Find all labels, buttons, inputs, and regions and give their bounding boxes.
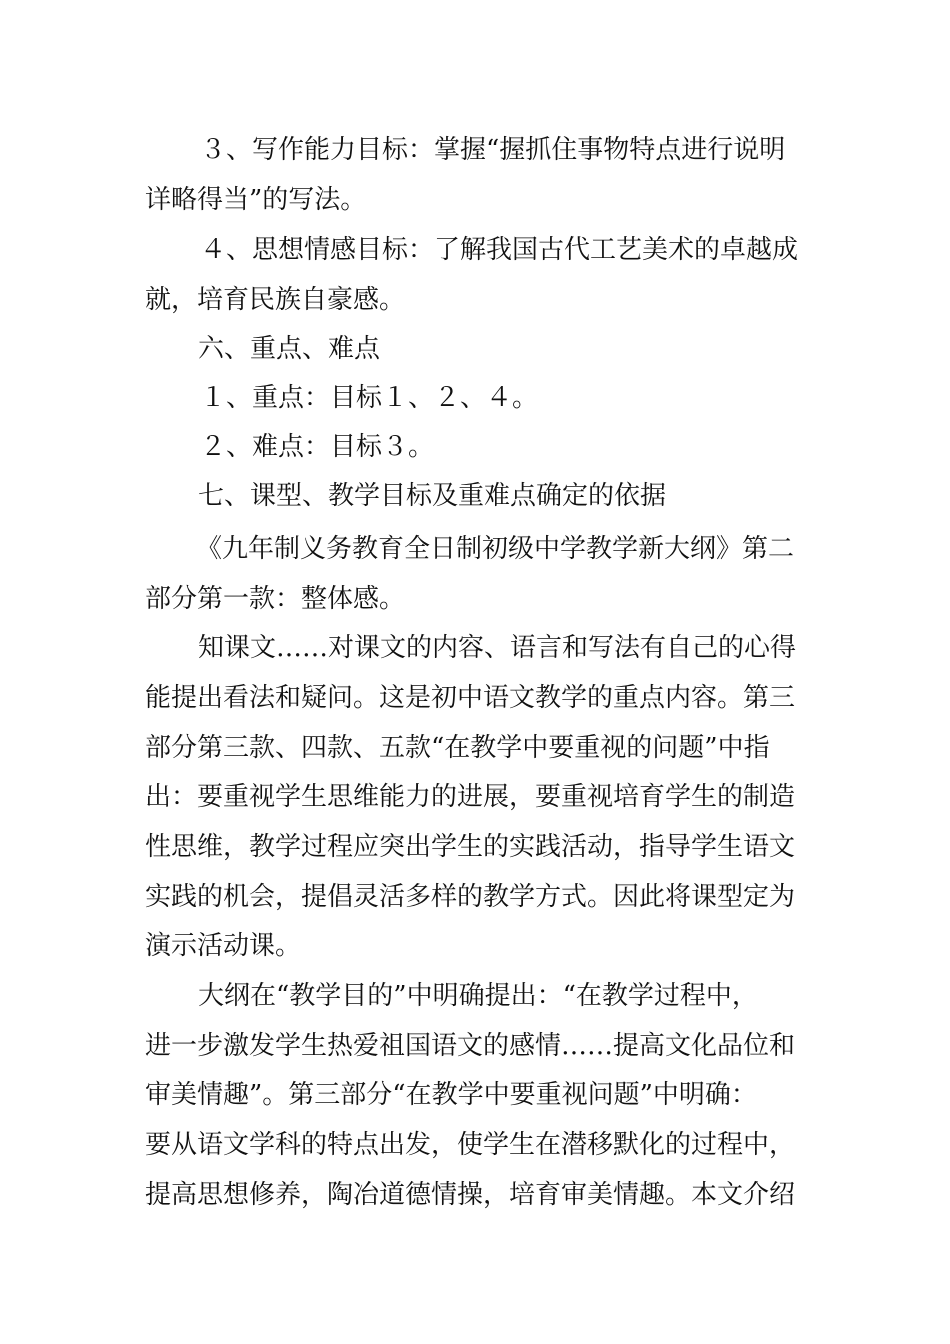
text-line: 性思维，教学过程应突出学生的实践活动，指导学生语文 bbox=[145, 832, 796, 862]
text-line: 实践的机会，提倡灵活多样的教学方式。因此将课型定为 bbox=[145, 882, 796, 912]
text-line: 提高思想修养，陶冶道德情操，培育审美情趣。本文介绍 bbox=[145, 1180, 796, 1210]
text-line: 部分第三款、四款、五款“在教学中要重视的问题”中指 bbox=[145, 733, 770, 763]
section-heading: 六、重点、难点 bbox=[198, 334, 381, 364]
text-line: 详略得当”的写法。 bbox=[145, 185, 367, 215]
text-line: 《九年制义务教育全日制初级中学教学新大纲》第二 bbox=[196, 534, 795, 564]
text-line: 就，培育民族自豪感。 bbox=[145, 285, 406, 315]
text-line: 要从语文学科的特点出发，使学生在潜移默化的过程中， bbox=[145, 1130, 796, 1160]
text-line: 演示活动课。 bbox=[145, 931, 302, 961]
text-line: ３、写作能力目标：掌握“握抓住事物特点进行说明 bbox=[200, 135, 786, 165]
text-line: 进一步激发学生热爱祖国语文的感情……提高文化品位和 bbox=[145, 1031, 796, 1061]
text-line: 能提出看法和疑问。这是初中语文教学的重点内容。第三 bbox=[145, 683, 796, 713]
text-line: 部分第一款：整体感。 bbox=[145, 584, 406, 614]
section-heading: 七、课型、教学目标及重难点确定的依据 bbox=[198, 481, 667, 511]
text-line: １、重点：目标１、２、４。 bbox=[200, 383, 539, 413]
text-line: 出：要重视学生思维能力的进展，要重视培育学生的制造 bbox=[145, 782, 796, 812]
text-line: 知课文……对课文的内容、语言和写法有自己的心得 bbox=[198, 633, 797, 663]
text-line: ２、难点：目标３。 bbox=[200, 432, 435, 462]
text-line: ４、思想情感目标：了解我国古代工艺美术的卓越成 bbox=[200, 235, 799, 265]
text-line: 审美情趣”。第三部分“在教学中要重视问题”中明确： bbox=[145, 1080, 757, 1110]
text-line: 大纲在“教学目的”中明确提出：“在教学过程中， bbox=[198, 981, 758, 1011]
